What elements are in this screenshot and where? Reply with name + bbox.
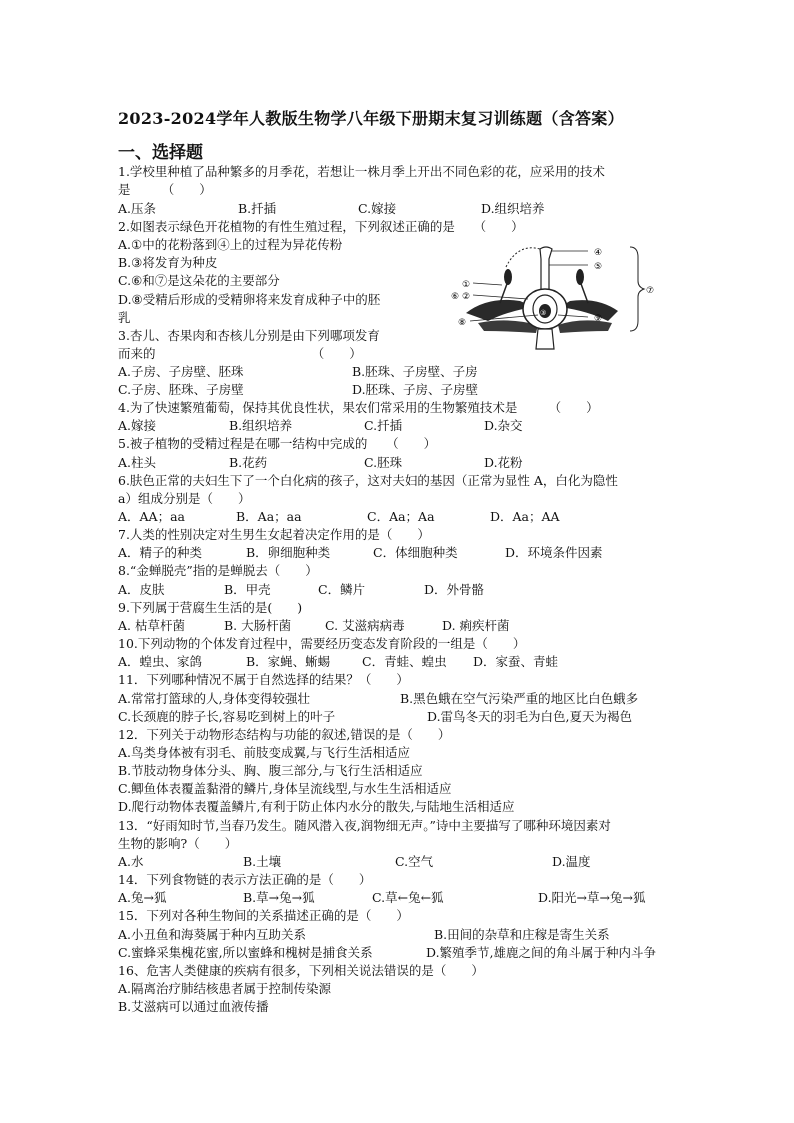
question-1-option-b: B.扦插 [238, 201, 277, 216]
question-6-option-a: A．AA；aa [118, 509, 185, 524]
label-6: ⑥ [451, 292, 460, 302]
question-13-option-d: D.温度 [552, 854, 591, 869]
question-14-option-c: C.草←兔←狐 [372, 890, 444, 905]
question-9-option-b: B. 大肠杆菌 [224, 618, 292, 633]
question-15-option-a: A.小丑鱼和海葵属于种内互助关系 [118, 927, 307, 942]
question-12-stem: 12．下列关于动物形态结构与功能的叙述,错误的是（ ） [118, 727, 451, 742]
right-petal-shape [560, 300, 618, 321]
right-anther-shape [576, 269, 584, 285]
question-8-option-d: D．外骨骼 [424, 582, 485, 597]
question-5-option-b: B.花药 [229, 455, 268, 470]
question-8-stem: 8.“金蝉脱壳”指的是蝉脱去（ ） [118, 563, 318, 578]
question-3-option-c: C.子房、胚珠、子房壁 [118, 382, 244, 397]
question-10-option-a: A．蝗虫、家鸽 [118, 654, 203, 669]
pistil-shape [540, 247, 552, 291]
question-9-stem: 9.下列属于营腐生生活的是( ) [118, 600, 303, 615]
question-1-stem-cont: 是 （ ） [118, 182, 212, 197]
right-sepal-shape [558, 320, 612, 333]
question-11-option-a: A.常常打篮球的人,身体变得较强壮 [118, 691, 310, 706]
question-13-stem: 13．“好雨知时节,当春乃发生。随风潜入夜,润物细无声。”诗中主要描写了哪种环境因素对 [118, 818, 611, 833]
question-7-option-b: B．卵细胞种类 [246, 545, 331, 560]
question-15-option-d: D.繁殖季节,雄鹿之间的角斗属于种内斗争 [426, 945, 657, 960]
question-6-stem: 6.肤色正常的夫妇生下了一个白化病的孩子，这对夫妇的基因（正常为显性 A，白化为隐性 [118, 473, 618, 488]
question-5-option-c: C.胚珠 [364, 455, 403, 470]
question-4-option-c: C.扦插 [364, 418, 403, 433]
question-7-option-d: D．环境条件因素 [505, 545, 603, 560]
question-8-option-c: C．鳞片 [318, 582, 366, 597]
question-2-stem: 2.如图表示绿色开花植物的有性生殖过程，下列叙述正确的是 （ ） [118, 219, 524, 234]
question-3-stem: 3.杏儿、杏果肉和杏核儿分别是由下列哪项发育 [118, 328, 380, 343]
question-3-stem-cont: 而来的 （ ） [118, 346, 362, 361]
question-4-option-d: D.杂交 [484, 418, 523, 433]
label-7: ⑦ [646, 286, 655, 296]
question-12-option-c: C.鲫鱼体表覆盖黏滑的鳞片,身体呈流线型,与水生生活相适应 [118, 781, 452, 796]
question-6-stem-cont: a）组成分别是（ ） [118, 491, 251, 506]
page-title: 2023-2024学年人教版生物学八年级下册期末复习训练题（含答案） [118, 109, 624, 128]
question-15-stem: 15．下列对各种生物间的关系描述正确的是（ ） [118, 908, 409, 923]
label-3: ③ [540, 309, 547, 317]
label-1: ① [462, 280, 471, 290]
question-14-stem: 14．下列食物链的表示方法正确的是（ ） [118, 872, 372, 887]
question-3-option-d: D.胚珠、子房、子房壁 [352, 382, 479, 397]
question-15-option-c: C.蜜蜂采集槐花蜜,所以蜜蜂和槐树是捕食关系 [118, 945, 373, 960]
question-13-option-c: C.空气 [395, 854, 434, 869]
question-6-option-b: B．Aa；aa [236, 509, 302, 524]
question-4-option-a: A.嫁接 [118, 418, 157, 433]
question-10-option-d: D．家蚕、青蛙 [473, 654, 559, 669]
question-9-option-c: C. 艾滋病病毒 [325, 618, 405, 633]
question-1-option-a: A.压条 [118, 201, 157, 216]
question-1-option-c: C.嫁接 [358, 201, 397, 216]
question-10-option-c: C．青蛙、蝗虫 [362, 654, 447, 669]
question-2-option-c: C.⑥和⑦是这朵花的主要部分 [118, 273, 280, 288]
question-9-option-a: A. 枯草杆菌 [118, 618, 185, 633]
question-8-option-b: B．甲壳 [224, 582, 271, 597]
question-5-stem: 5.被子植物的受精过程是在哪一结构中完成的 （ ） [118, 436, 437, 451]
question-4-option-b: B.组织培养 [229, 418, 293, 433]
question-6-option-c: C．Aa；Aa [367, 509, 435, 524]
question-13-stem-cont: 生物的影响?（ ） [118, 836, 238, 851]
label-2: ② [462, 292, 471, 302]
question-12-option-b: B.节肢动物身体分头、胸、腹三部分,与飞行生活相适应 [118, 763, 423, 778]
question-16-option-b: B.艾滋病可以通过血液传播 [118, 999, 269, 1014]
question-11-option-d: D.雷鸟冬天的羽毛为白色,夏天为褐色 [427, 709, 633, 724]
question-13-option-b: B.土壤 [243, 854, 282, 869]
label-4: ④ [594, 248, 603, 258]
question-16-stem: 16、危害人类健康的疾病有很多，下列相关说法错误的是（ ） [118, 963, 484, 978]
question-7-option-a: A．精子的种类 [118, 545, 203, 560]
question-14-option-b: B.草→兔→狐 [243, 890, 315, 905]
question-12-option-d: D.爬行动物体表覆盖鳞片,有利于防止体内水分的散失,与陆地生活相适应 [118, 799, 515, 814]
label-8: ⑧ [458, 318, 467, 328]
question-3-option-a: A.子房、子房壁、胚珠 [118, 364, 244, 379]
question-5-option-a: A.柱头 [118, 455, 157, 470]
question-10-stem: 10.下列动物的个体发育过程中，需要经历变态发育阶段的一组是（ ） [118, 636, 526, 651]
question-1-option-d: D.组织培养 [481, 201, 545, 216]
question-1-stem: 1.学校里种植了品种繁多的月季花，若想让一株月季上开出不同色彩的花，应采用的技术 [118, 164, 605, 179]
question-3-option-b: B.胚珠、子房壁、子房 [352, 364, 478, 379]
left-anther-shape [504, 269, 512, 285]
question-12-option-a: A.鸟类身体被有羽毛、前肢变成翼,与飞行生活相适应 [118, 745, 410, 760]
question-7-stem: 7.人类的性别决定对生男生女起着决定作用的是（ ） [118, 527, 430, 542]
question-5-option-d: D.花粉 [484, 455, 523, 470]
label-5: ⑤ [594, 262, 603, 272]
question-11-stem: 11．下列哪种情况不属于自然选择的结果？（ ） [118, 672, 409, 687]
question-9-option-d: D. 痢疾杆菌 [442, 618, 510, 633]
question-13-option-a: A.水 [118, 854, 144, 869]
label-9: ⑨ [594, 314, 603, 324]
flower-reproduction-diagram [448, 241, 658, 354]
question-14-option-d: D.阳光→草→兔→狐 [538, 890, 646, 905]
question-11-option-c: C.长颈鹿的脖子长,容易吃到树上的叶子 [118, 709, 336, 724]
question-16-option-a: A.隔离治疗肺结核患者属于控制传染源 [118, 981, 332, 996]
question-10-option-b: B．家蝇、蜥蜴 [246, 654, 331, 669]
question-2-option-d: D.⑧受精后形成的受精卵将来发育成种子中的胚 [118, 292, 381, 307]
question-11-option-b: B.黑色蛾在空气污染严重的地区比白色蛾多 [400, 691, 639, 706]
question-2-option-d-cont: 乳 [118, 310, 131, 325]
question-8-option-a: A．皮肤 [118, 582, 165, 597]
section-heading: 一、选择题 [118, 143, 203, 163]
question-4-stem: 4.为了快速繁殖葡萄，保持其优良性状，果农们常采用的生物繁殖技术是 （ ） [118, 400, 599, 415]
question-14-option-a: A.兔→狐 [118, 890, 167, 905]
question-6-option-d: D．Aa；AA [490, 509, 560, 524]
question-15-option-b: B.田间的杂草和庄稼是寄生关系 [434, 927, 610, 942]
question-7-option-c: C．体细胞种类 [373, 545, 458, 560]
question-2-option-a: A.①中的花粉落到④上的过程为异花传粉 [118, 237, 343, 252]
question-2-option-b: B.③将发育为种皮 [118, 255, 218, 270]
